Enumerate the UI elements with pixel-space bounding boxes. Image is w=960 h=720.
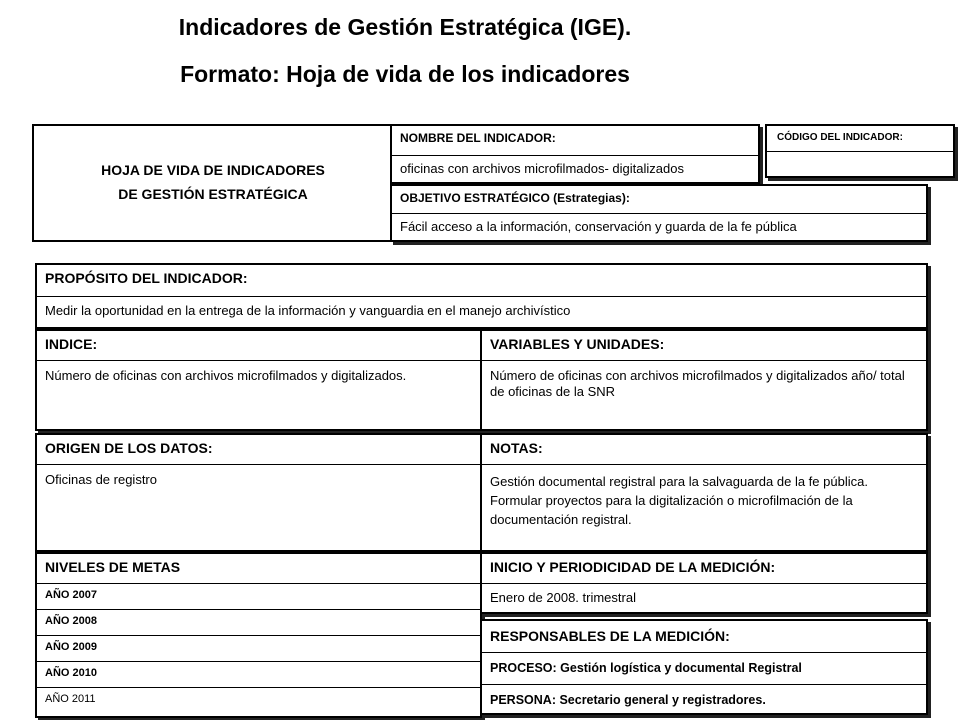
page-title: Indicadores de Gestión Estratégica (IGE). — [178, 14, 632, 40]
meta-row: AÑO 2007 — [37, 584, 480, 610]
nombre-indicador-label: NOMBRE DEL INDICADOR: — [392, 126, 758, 156]
meta-row: AÑO 2008 — [37, 610, 480, 636]
responsables-proceso: PROCESO: Gestión logística y documental Registral — [482, 653, 926, 685]
meta-row: AÑO 2010 — [37, 662, 480, 688]
responsables-box — [480, 619, 928, 715]
indice-box — [35, 329, 482, 431]
origen-box — [35, 433, 482, 552]
inicio-box — [480, 552, 928, 614]
nombre-indicador-value: oficinas con archivos microfilmados- digitalizados — [400, 161, 684, 176]
notas-label: NOTAS: — [482, 435, 926, 465]
origen-value: Oficinas de registro — [45, 472, 157, 487]
variables-box — [480, 329, 928, 431]
notas-value: Gestión documental registral para la salvaguarda de la fe pública. Formular proyectos para la digitalización o microfilmación de la documentación registral. — [490, 474, 868, 527]
hoja-de-vida-line2: DE GESTIÓN ESTRATÉGICA — [118, 186, 308, 202]
notas-box — [480, 433, 928, 552]
codigo-indicador-value — [767, 152, 953, 160]
niveles-box — [35, 552, 482, 718]
codigo-indicador-box — [765, 124, 955, 178]
inicio-label: INICIO Y PERIODICIDAD DE LA MEDICIÓN: — [482, 554, 926, 584]
objetivo-label: OBJETIVO ESTRATÉGICO (Estrategias): — [392, 186, 926, 214]
nombre-indicador-box — [390, 124, 760, 184]
hoja-de-vida-line1: HOJA DE VIDA DE INDICADORES — [101, 162, 325, 178]
responsables-label: RESPONSABLES DE LA MEDICIÓN: — [482, 621, 926, 653]
niveles-label: NIVELES DE METAS — [37, 554, 480, 584]
origen-label: ORIGEN DE LOS DATOS: — [37, 435, 480, 465]
codigo-indicador-label: CÓDIGO DEL INDICADOR: — [767, 126, 953, 152]
variables-label: VARIABLES Y UNIDADES: — [482, 331, 926, 361]
proposito-value: Medir la oportunidad en la entrega de la información y vanguardia en el manejo archivístico — [45, 303, 571, 318]
proposito-label: PROPÓSITO DEL INDICADOR: — [37, 265, 926, 297]
variables-value: Número de oficinas con archivos microfilmados y digitalizados año/ total de oficinas de la SNR — [490, 368, 905, 399]
proposito-box — [35, 263, 928, 329]
responsables-persona: PERSONA: Secretario general y registradores. — [490, 693, 766, 707]
meta-row: AÑO 2009 — [37, 636, 480, 662]
objetivo-value: Fácil acceso a la información, conservación y guarda de la fe pública — [400, 219, 797, 234]
hoja-de-vida-heading — [34, 158, 392, 206]
hoja-de-vida-box — [32, 124, 392, 242]
objetivo-box — [390, 184, 928, 242]
indice-value: Número de oficinas con archivos microfilmados y digitalizados. — [45, 368, 407, 383]
indice-label: INDICE: — [37, 331, 480, 361]
inicio-value: Enero de 2008. trimestral — [490, 590, 636, 605]
meta-row: AÑO 2011 — [45, 693, 96, 705]
page-subtitle: Formato: Hoja de vida de los indicadores — [180, 61, 630, 87]
